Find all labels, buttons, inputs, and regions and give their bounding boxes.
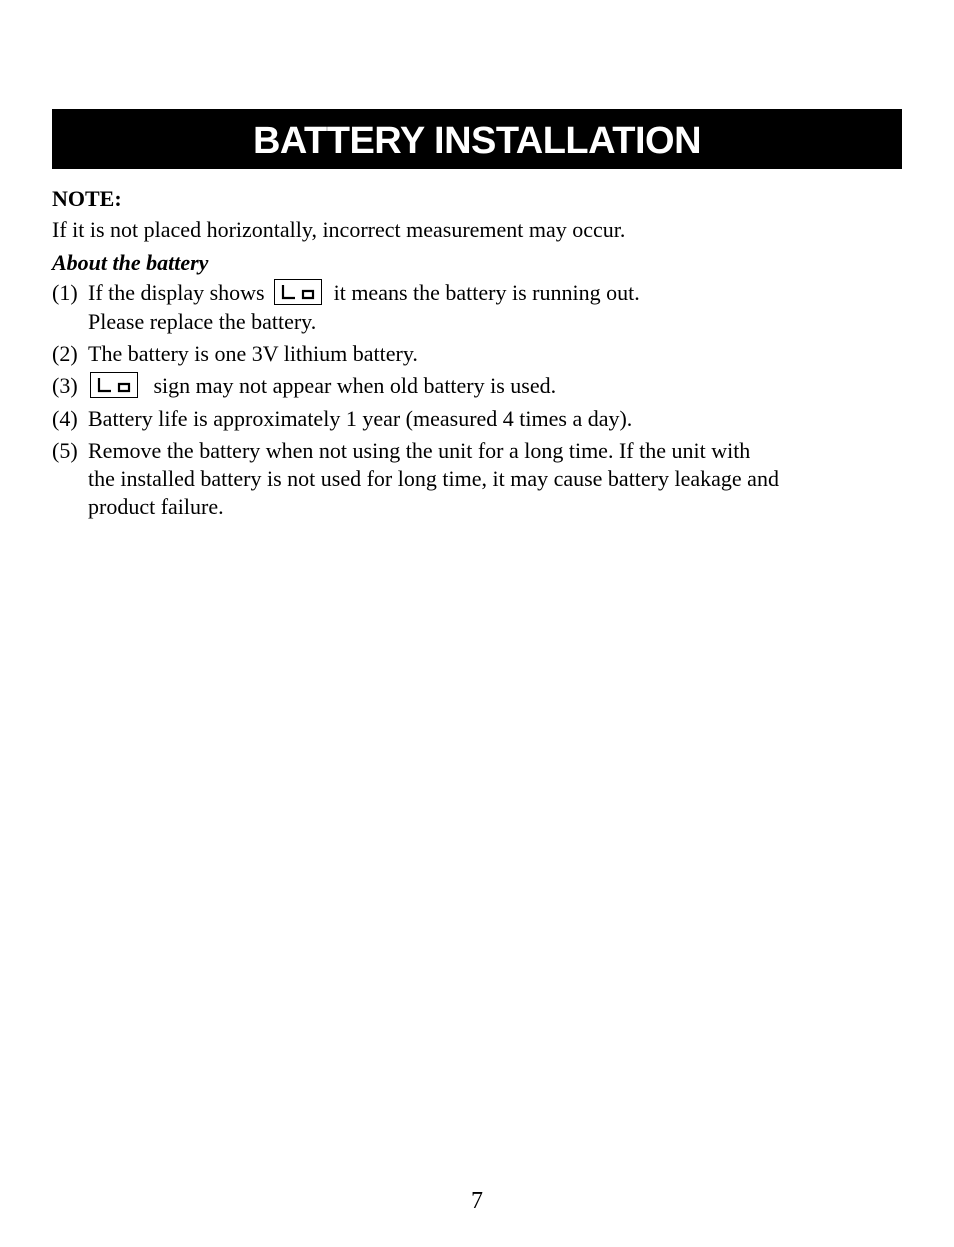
item-text: [88, 372, 912, 401]
title-banner: [52, 109, 902, 169]
item-text-line1: Remove the battery when not using the unit for a long time. If the unit with: [88, 437, 751, 463]
list-item: [52, 372, 912, 401]
battery-info-list: [52, 279, 912, 521]
item-number: (1): [52, 280, 78, 305]
note-text: If it is not placed horizontally, incorrect measurement may occur.: [52, 217, 626, 242]
item-number: (4): [52, 405, 78, 431]
item-text: [88, 437, 912, 521]
list-item: [52, 437, 912, 521]
section-heading: About the battery: [52, 250, 209, 275]
item-number: (5): [52, 437, 78, 463]
item-text-after-icon: it means the battery is running out.: [333, 280, 640, 305]
item-text-line2: Please replace the battery.: [88, 308, 317, 334]
item-text: The battery is one 3V lithium battery.: [88, 340, 418, 366]
item-text-after-icon: sign may not appear when old battery is used.: [153, 372, 557, 398]
lcd-lo-icon: [90, 372, 138, 398]
item-text-line2: the installed battery is not used for long time, it may cause battery leakage and: [88, 465, 779, 491]
page-number: 7: [471, 1188, 483, 1214]
item-number: (2): [52, 340, 78, 366]
note-label: NOTE:: [52, 186, 122, 211]
list-item: [52, 405, 912, 433]
item-text: [88, 279, 912, 336]
main-content: [52, 183, 912, 525]
item-number: (3): [52, 372, 78, 398]
item-text-line3: product failure.: [88, 493, 224, 519]
item-text: Battery life is approximately 1 year (measured 4 times a day).: [88, 405, 633, 431]
list-item: [52, 279, 912, 336]
list-item: [52, 340, 912, 368]
page-title: BATTERY INSTALLATION: [252, 120, 702, 162]
lcd-lo-icon: [274, 279, 322, 305]
item-text-before-icon: If the display shows: [88, 280, 265, 305]
